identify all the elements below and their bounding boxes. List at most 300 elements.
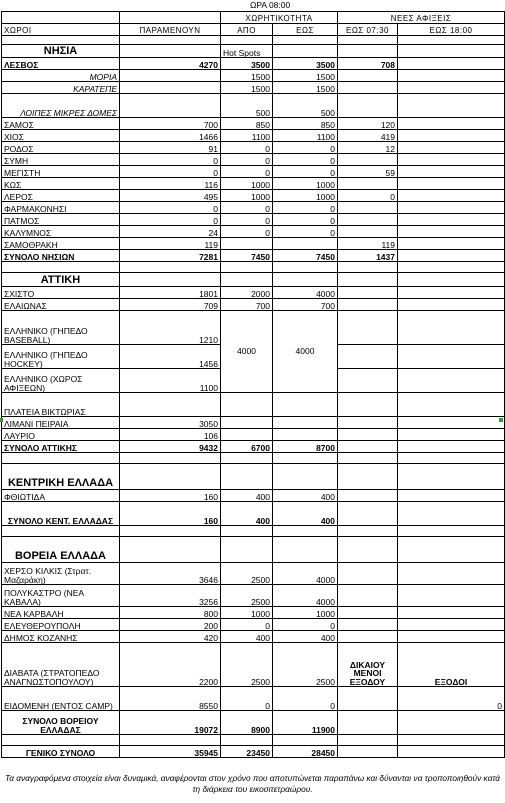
capacity-from-value: 400 <box>221 490 273 502</box>
arrivals-1800-value <box>398 429 505 441</box>
arrivals-0730-value <box>338 502 398 526</box>
arrivals-1800-value <box>398 746 505 758</box>
capacity-from-value: 3500 <box>221 58 273 70</box>
arrivals-0730-value: 119 <box>338 238 398 250</box>
table-row <box>2 118 505 130</box>
empty-cell <box>398 453 505 464</box>
row-label: ΛΕΣΒΟΣ <box>2 58 120 70</box>
capacity-to-value: 0 <box>273 202 338 214</box>
section-title-north: ΒΟΡΕΙΑ ΕΛΛΑΔΑ <box>2 537 120 563</box>
section-row <box>2 464 505 490</box>
arrivals-0730-value <box>338 563 398 585</box>
empty-cell <box>120 453 221 464</box>
capacity-to-value: 8700 <box>273 441 338 453</box>
remaining-value: 495 <box>120 190 221 202</box>
table-row <box>2 238 505 250</box>
spacer-row <box>2 735 505 746</box>
sub-location-label: ΜΟΡΙΑ <box>2 70 120 82</box>
arrivals-0730-value: 1437 <box>338 250 398 262</box>
arrivals-1800-value <box>398 202 505 214</box>
table-row <box>2 287 505 299</box>
empty-cell <box>2 262 120 273</box>
arrivals-1800-value <box>398 619 505 631</box>
header-until-1800: ΕΩΣ 18:00 <box>398 24 505 36</box>
empty-cell <box>338 464 398 490</box>
remaining-value: 700 <box>120 118 221 130</box>
spacer-row <box>2 526 505 537</box>
row-label: ΣΑΜΟΣ <box>2 118 120 130</box>
empty-cell <box>221 273 273 287</box>
remaining-value: 4270 <box>120 58 221 70</box>
arrivals-0730-value <box>338 154 398 166</box>
cell-marker-icon <box>499 418 503 422</box>
arrivals-1800-value <box>398 417 505 429</box>
remaining-value: 9432 <box>120 441 221 453</box>
remaining-value: 2200 <box>120 643 221 687</box>
row-label: ΣΥΝΟΛΟ ΚΕΝΤ. ΕΛΛΑΔΑΣ <box>2 502 120 526</box>
empty-cell <box>398 526 505 537</box>
arrivals-1800-value <box>398 250 505 262</box>
remaining-value: 160 <box>120 490 221 502</box>
remaining-value: 0 <box>120 202 221 214</box>
capacity-from-value <box>221 417 273 429</box>
arrivals-1800-value <box>398 58 505 70</box>
table-row <box>2 643 505 687</box>
header-row <box>2 24 505 36</box>
total-row <box>2 250 505 262</box>
arrivals-1800-value <box>398 607 505 619</box>
cell-marker-icon <box>0 418 3 422</box>
row-label: ΚΩΣ <box>2 178 120 190</box>
capacity-to-value: 500 <box>273 94 338 118</box>
capacity-to-value <box>273 429 338 441</box>
table-row <box>2 166 505 178</box>
remaining-value: 800 <box>120 607 221 619</box>
spacer-row <box>2 262 505 273</box>
empty-cell <box>221 537 273 563</box>
arrivals-1800-value <box>398 166 505 178</box>
empty-cell <box>338 453 398 464</box>
row-label: ΕΛΛΗΝΙΚΟ (ΧΩΡΟΣ ΑΦΙΞΕΩΝ) <box>2 369 120 393</box>
remaining-value: 1456 <box>120 345 221 369</box>
empty-cell <box>221 526 273 537</box>
empty-cell <box>398 262 505 273</box>
empty-cell <box>120 735 221 746</box>
capacity-from-value: 7450 <box>221 250 273 262</box>
capacity-to-value: 7450 <box>273 250 338 262</box>
capacity-to-value: 0 <box>273 619 338 631</box>
capacity-to-value: 1500 <box>273 82 338 94</box>
row-label: ΔΗΜΟΣ ΚΟΖΑΝΗΣ <box>2 631 120 643</box>
empty-cell <box>273 273 338 287</box>
arrivals-0730-value <box>338 619 398 631</box>
empty-cell <box>338 526 398 537</box>
capacity-from-value: 0 <box>221 166 273 178</box>
row-label: ΣΥΝΟΛΟ ΝΗΣΙΩΝ <box>2 250 120 262</box>
empty-cell <box>2 453 120 464</box>
arrivals-1800-value <box>398 502 505 526</box>
header-from: ΑΠΟ <box>221 24 273 36</box>
remaining-value: 709 <box>120 299 221 311</box>
arrivals-0730-value <box>338 429 398 441</box>
remaining-value: 1466 <box>120 130 221 142</box>
empty-cell <box>221 464 273 490</box>
arrivals-0730-value <box>338 441 398 453</box>
remaining-value: 0 <box>120 166 221 178</box>
report-time: ΩΡΑ 08:00 <box>250 0 291 10</box>
capacity-to-value: 700 <box>273 299 338 311</box>
arrivals-1800-value: 0 <box>398 687 505 711</box>
remaining-value: 119 <box>120 238 221 250</box>
arrivals-1800-value <box>398 118 505 130</box>
empty-cell <box>120 464 221 490</box>
section-title-attica: ΑΤΤΙΚΗ <box>2 273 120 287</box>
arrivals-1800-value <box>398 190 505 202</box>
arrivals-1800-value <box>398 631 505 643</box>
arrivals-0730-value: 12 <box>338 142 398 154</box>
arrivals-0730-value <box>338 711 398 735</box>
row-label: ΡΟΔΟΣ <box>2 142 120 154</box>
table-row <box>2 429 505 441</box>
row-label: ΣΥΜΗ <box>2 154 120 166</box>
capacity-from-value: 0 <box>221 226 273 238</box>
capacity-to-value: 0 <box>273 166 338 178</box>
table-row <box>2 190 505 202</box>
empty-cell <box>398 311 505 345</box>
row-label: ΜΕΓΙΣΤΗ <box>2 166 120 178</box>
capacity-to-value: 400 <box>273 490 338 502</box>
arrivals-1800-value <box>398 214 505 226</box>
arrivals-1800-value <box>398 393 505 417</box>
row-label: ΕΛΑΙΩΝΑΣ <box>2 299 120 311</box>
section-row <box>2 537 505 563</box>
remaining-value: 106 <box>120 429 221 441</box>
empty-cell <box>338 262 398 273</box>
arrivals-0730-value: 59 <box>338 166 398 178</box>
capacity-from-value: 1000 <box>221 178 273 190</box>
capacity-from-value: 4000 <box>221 311 273 393</box>
arrivals-0730-value <box>338 226 398 238</box>
remaining-value: 91 <box>120 142 221 154</box>
remaining-value: 24 <box>120 226 221 238</box>
empty-cell <box>338 311 398 345</box>
table-row <box>2 299 505 311</box>
capacity-from-value: 8900 <box>221 711 273 735</box>
capacity-to-value <box>273 238 338 250</box>
arrivals-0730-value <box>338 607 398 619</box>
grand-total-row <box>2 746 505 758</box>
remaining-value: 35945 <box>120 746 221 758</box>
empty-cell <box>338 345 398 369</box>
total-row <box>2 711 505 735</box>
capacity-from-value: 850 <box>221 118 273 130</box>
capacity-from-value: 1000 <box>221 190 273 202</box>
empty-cell <box>273 735 338 746</box>
capacity-to-value: 0 <box>273 142 338 154</box>
table-row <box>2 82 505 94</box>
capacity-to-value: 4000 <box>273 287 338 299</box>
arrivals-0730-value <box>338 214 398 226</box>
capacity-from-value: 2000 <box>221 287 273 299</box>
empty-cell <box>273 453 338 464</box>
capacity-from-value: 2500 <box>221 643 273 687</box>
arrivals-1800-value <box>398 238 505 250</box>
remaining-value: 8550 <box>120 687 221 711</box>
row-label: ΛΑΥΡΙΟ <box>2 429 120 441</box>
arrivals-0730-value <box>338 687 398 711</box>
empty-cell <box>120 273 221 287</box>
capacity-from-value: 400 <box>221 631 273 643</box>
arrivals-1800-value <box>398 585 505 607</box>
arrivals-1800-value <box>398 130 505 142</box>
capacity-from-value: 2500 <box>221 585 273 607</box>
row-label: ΕΛΕΥΘΕΡΟΥΠΟΛΗ <box>2 619 120 631</box>
row-label: ΠΛΑΤΕΙΑ ΒΙΚΤΩΡΙΑΣ <box>2 393 120 417</box>
capacity-to-value: 1000 <box>273 607 338 619</box>
row-label: ΠΑΤΜΟΣ <box>2 214 120 226</box>
row-label: ΔΙΑΒΑΤΑ (ΣΤΡΑΤΟΠΕΔΟ ΑΝΑΓΝΩΣΤΟΠΟΥΛΟΥ) <box>2 643 120 687</box>
arrivals-0730-value <box>338 393 398 417</box>
header-group-row <box>2 12 505 24</box>
table-row <box>2 94 505 118</box>
row-label: ΕΛΛΗΝΙΚΟ (ΓΗΠΕΔΟ HOCKEY) <box>2 345 120 369</box>
arrivals-0730-value <box>338 585 398 607</box>
empty-cell <box>398 82 505 94</box>
header-empty <box>2 12 120 24</box>
arrivals-1800-value <box>398 178 505 190</box>
capacity-from-value <box>221 238 273 250</box>
arrivals-0730-value: 708 <box>338 58 398 70</box>
capacity-to-value: 1000 <box>273 190 338 202</box>
row-label: ΦΘΙΩΤΙΔΑ <box>2 490 120 502</box>
arrivals-group-header: ΝΕΕΣ ΑΦΙΞΕΙΣ <box>338 12 505 24</box>
capacity-from-value: 0 <box>221 214 273 226</box>
section-row <box>2 273 505 287</box>
arrivals-1800-value <box>398 441 505 453</box>
table-row <box>2 130 505 142</box>
empty-cell <box>398 735 505 746</box>
empty-cell <box>398 537 505 563</box>
empty-cell <box>273 537 338 563</box>
remaining-value: 116 <box>120 178 221 190</box>
spacer-row <box>2 453 505 464</box>
arrivals-0730-value <box>338 202 398 214</box>
empty-cell <box>338 735 398 746</box>
total-row <box>2 502 505 526</box>
arrivals-1800-value <box>398 711 505 735</box>
empty-cell <box>2 735 120 746</box>
capacity-to-value: 11900 <box>273 711 338 735</box>
capacity-to-value: 0 <box>273 687 338 711</box>
remaining-value: 200 <box>120 619 221 631</box>
remaining-value: 1100 <box>120 369 221 393</box>
empty-cell <box>338 70 398 82</box>
section-row <box>2 45 505 58</box>
total-row <box>2 441 505 453</box>
capacity-to-value: 400 <box>273 502 338 526</box>
capacity-to-value: 850 <box>273 118 338 130</box>
remaining-value: 0 <box>120 214 221 226</box>
capacity-to-value <box>273 417 338 429</box>
exits-label: ΕΞΟΔΟΙ <box>398 643 505 687</box>
capacity-from-value: 1500 <box>221 70 273 82</box>
row-label: ΧΕΡΣΟ ΚΙΛΚΙΣ (Στρατ. Μαζαράκη) <box>2 563 120 585</box>
capacity-to-value: 0 <box>273 226 338 238</box>
table-row <box>2 393 505 417</box>
arrivals-0730-value <box>338 178 398 190</box>
empty-cell <box>120 94 221 118</box>
table-row <box>2 563 505 585</box>
row-label: ΣΥΝΟΛΟ ΒΟΡΕΙΟΥ ΕΛΛΑΔΑΣ <box>2 711 120 735</box>
header-remaining: ΠΑΡΑΜΕΝΟΥΝ <box>120 24 221 36</box>
capacity-from-value: 0 <box>221 619 273 631</box>
row-label: ΕΙΔΟΜΕΝΗ (ΕΝΤΟΣ CAMP) <box>2 687 120 711</box>
sub-location-label: ΛΟΙΠΕΣ ΜΙΚΡΕΣ ΔΟΜΕΣ <box>2 94 120 118</box>
row-label: ΕΛΛΗΝΙΚΟ (ΓΗΠΕΔΟ BASEBALL) <box>2 311 120 345</box>
footnote: Τα αναγραφόμενα στοιχεία είναι δυναμικά, αναφέρονται στον χρόνο που αποτυπώνεται παραπάνω και δύνανται να τροποποιηθούν κατά τη διάρκεια του εικοσιτετραώρου. <box>4 773 501 795</box>
row-label: ΦΑΡΜΑΚΟΝΗΣΙ <box>2 202 120 214</box>
hotspots-label: Hot Spots <box>221 45 273 58</box>
capacity-to-value: 4000 <box>273 311 338 393</box>
table-row <box>2 202 505 214</box>
capacity-from-value: 0 <box>221 687 273 711</box>
empty-cell <box>273 526 338 537</box>
capacity-from-value: 0 <box>221 142 273 154</box>
empty-cell <box>221 735 273 746</box>
capacity-to-value: 3500 <box>273 58 338 70</box>
capacity-to-value: 2500 <box>273 643 338 687</box>
remaining-value: 1801 <box>120 287 221 299</box>
table-row <box>2 58 505 70</box>
capacity-to-value: 0 <box>273 214 338 226</box>
remaining-value: 3646 <box>120 563 221 585</box>
table-row <box>2 631 505 643</box>
sub-location-label: ΚΑΡΑΤΕΠΕ <box>2 82 120 94</box>
capacity-from-value: 500 <box>221 94 273 118</box>
capacity-from-value: 0 <box>221 202 273 214</box>
capacity-to-value <box>273 393 338 417</box>
arrivals-1800-value <box>398 154 505 166</box>
remaining-value: 3050 <box>120 417 221 429</box>
row-label: ΛΙΜΑΝΙ ΠΕΙΡΑΙΑ <box>2 417 120 429</box>
remaining-value: 420 <box>120 631 221 643</box>
remaining-value: 19072 <box>120 711 221 735</box>
remaining-value: 3256 <box>120 585 221 607</box>
capacity-group-header: ΧΩΡΗΤΙΚΟΤΗΤΑ <box>221 12 338 24</box>
empty-cell <box>398 369 505 393</box>
table-row <box>2 154 505 166</box>
header-empty <box>120 12 221 24</box>
capacity-from-value: 23450 <box>221 746 273 758</box>
arrivals-1800-value <box>398 563 505 585</box>
capacity-to-value: 1500 <box>273 70 338 82</box>
empty-cell <box>398 464 505 490</box>
arrivals-0730-value <box>338 287 398 299</box>
capacity-to-value: 28450 <box>273 746 338 758</box>
header-until-0730: ΕΩΣ 07:30 <box>338 24 398 36</box>
empty-cell <box>398 94 505 118</box>
table-row <box>2 178 505 190</box>
remaining-value: 7281 <box>120 250 221 262</box>
empty-cell <box>120 537 221 563</box>
table-row <box>2 417 505 429</box>
arrivals-0730-value <box>338 417 398 429</box>
row-label: ΛΕΡΟΣ <box>2 190 120 202</box>
arrivals-0730-value <box>338 631 398 643</box>
table-row <box>2 214 505 226</box>
row-label: ΓΕΝΙΚΟ ΣΥΝΟΛΟ <box>2 746 120 758</box>
table-row <box>2 490 505 502</box>
capacity-from-value: 700 <box>221 299 273 311</box>
remaining-value: 0 <box>120 154 221 166</box>
empty-cell <box>398 70 505 82</box>
table-row <box>2 687 505 711</box>
capacity-from-value: 400 <box>221 502 273 526</box>
header-to: ΕΩΣ <box>273 24 338 36</box>
table-row <box>2 585 505 607</box>
empty-cell <box>398 345 505 369</box>
table-row <box>2 226 505 238</box>
empty-cell <box>338 369 398 393</box>
capacity-to-value: 1000 <box>273 178 338 190</box>
arrivals-1800-value <box>398 490 505 502</box>
arrivals-1800-value <box>398 226 505 238</box>
row-label: ΣΧΙΣΤΟ <box>2 287 120 299</box>
arrivals-0730-value <box>338 746 398 758</box>
capacity-from-value: 2500 <box>221 563 273 585</box>
remaining-value <box>120 393 221 417</box>
section-title-islands: ΝΗΣΙΑ <box>2 45 120 58</box>
capacity-to-value: 400 <box>273 631 338 643</box>
table-row <box>2 607 505 619</box>
arrivals-1800-value <box>398 142 505 154</box>
empty-cell <box>398 273 505 287</box>
table-row <box>2 619 505 631</box>
empty-cell <box>338 94 398 118</box>
capacity-from-value: 1500 <box>221 82 273 94</box>
arrivals-0730-value <box>338 299 398 311</box>
arrivals-0730-value: 120 <box>338 118 398 130</box>
table-row <box>2 70 505 82</box>
spacer-row <box>2 36 505 45</box>
arrivals-0730-value <box>338 490 398 502</box>
header-place: ΧΩΡΟΙ <box>2 24 120 36</box>
empty-cell <box>338 273 398 287</box>
empty-cell <box>221 453 273 464</box>
empty-cell <box>2 526 120 537</box>
empty-cell <box>221 262 273 273</box>
arrivals-0730-value: 0 <box>338 190 398 202</box>
section-title-central: ΚΕΝΤΡΙΚΗ ΕΛΛΑΔΑ <box>2 464 120 490</box>
row-label: ΝΕΑ ΚΑΡΒΑΛΗ <box>2 607 120 619</box>
arrivals-0730-value: 419 <box>338 130 398 142</box>
row-label: ΧΙΟΣ <box>2 130 120 142</box>
capacity-to-value: 4000 <box>273 563 338 585</box>
remaining-value: 1210 <box>120 311 221 345</box>
empty-cell <box>338 537 398 563</box>
table-row <box>2 142 505 154</box>
capacity-from-value: 1100 <box>221 130 273 142</box>
empty-cell <box>273 464 338 490</box>
empty-cell <box>120 526 221 537</box>
row-label: ΚΑΛΥΜΝΟΣ <box>2 226 120 238</box>
empty-cell <box>120 262 221 273</box>
capacity-from-value: 0 <box>221 154 273 166</box>
arrivals-1800-value <box>398 287 505 299</box>
empty-cell <box>120 82 221 94</box>
capacity-to-value: 4000 <box>273 585 338 607</box>
capacity-from-value: 1000 <box>221 607 273 619</box>
